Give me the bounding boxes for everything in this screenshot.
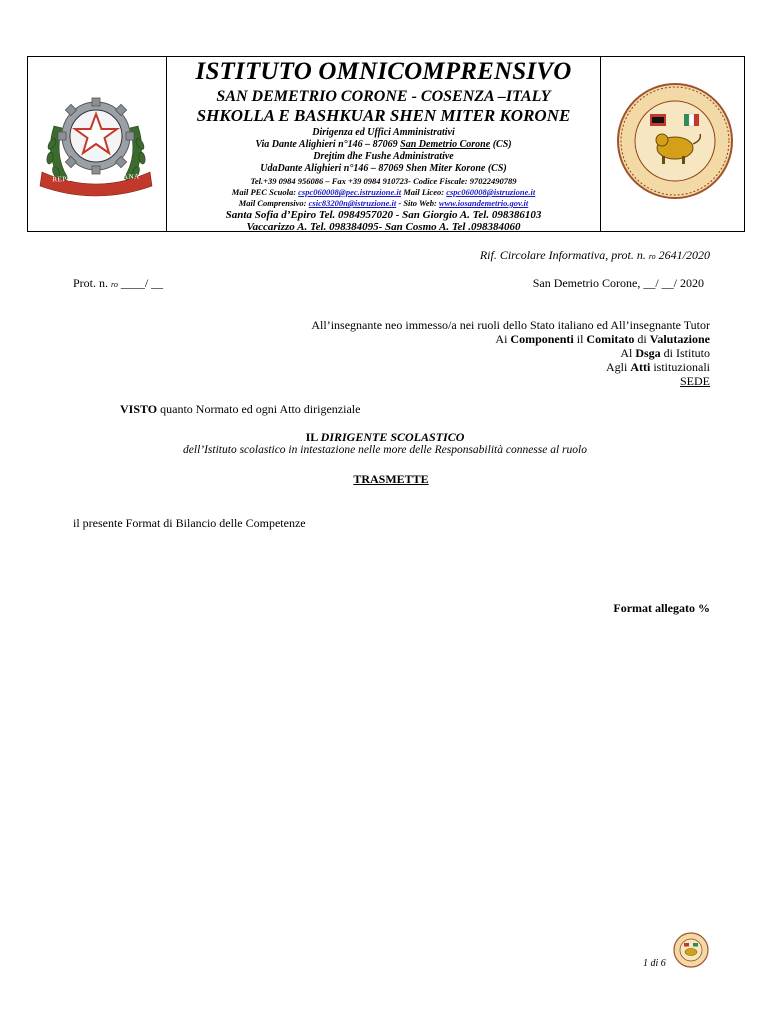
header-line-2 bbox=[167, 139, 600, 150]
institute-title: ISTITUTO OMNICOMPRENSIVO bbox=[195, 58, 572, 85]
trasmette-heading: TRASMETTE bbox=[353, 472, 429, 486]
header-line-5: Tel.+39 0984 956086 – Fax +39 0984 910723- Codice Fiscale: 97022490789 bbox=[250, 176, 517, 186]
r4-a: Agli bbox=[605, 360, 631, 374]
protocol-number bbox=[73, 276, 163, 291]
visto-bold: VISTO bbox=[120, 402, 158, 416]
r2-a: Ai bbox=[495, 332, 511, 346]
dir-il: IL bbox=[305, 430, 321, 444]
rif-ro: ro bbox=[648, 252, 656, 261]
header-line-3: Drejtim dhe Fushe Administrative bbox=[313, 151, 454, 162]
visto-clause bbox=[120, 402, 360, 417]
recipient-line-5: SEDE bbox=[680, 374, 710, 388]
school-seal-logo bbox=[616, 82, 734, 200]
r2-e: di bbox=[634, 332, 650, 346]
r2-d: Comitato bbox=[586, 332, 635, 346]
prot-ro: ro bbox=[111, 280, 118, 289]
header-line-9: Vaccarizzo A. Tel. 098384095- San Cosmo A. Tel .098384060 bbox=[246, 221, 521, 233]
recipient-line-2 bbox=[495, 332, 710, 347]
header-line-6 bbox=[167, 187, 600, 197]
prot-blank: ____/ __ bbox=[117, 276, 164, 290]
pec-email-link[interactable]: cspc060008@pec.istruzione.it bbox=[298, 187, 402, 197]
r2-c: il bbox=[573, 332, 587, 346]
pec-label: Mail PEC Scuola: bbox=[231, 187, 299, 197]
r3-b: Dsga bbox=[635, 346, 661, 360]
address-suffix: (CS) bbox=[490, 139, 512, 150]
recipient-line-1: All’insegnante neo immesso/a nei ruoli dello Stato italiano ed All’insegnante Tutor bbox=[311, 318, 710, 332]
institute-albanian-name: SHKOLLA E BASHKUAR SHEN MITER KORONE bbox=[196, 106, 571, 125]
rif-text: Rif. Circolare Informativa, prot. n. bbox=[479, 248, 649, 262]
dirigente-subheading: dell’Istituto scolastico in intestazione nelle more delle Responsabilità connesse al ruolo bbox=[183, 444, 587, 456]
header-divider-right bbox=[600, 56, 601, 232]
comprensivo-email-link[interactable]: csic83200n@istruzione.it bbox=[308, 198, 397, 208]
circular-reference bbox=[480, 248, 710, 263]
r3-c: di Istituto bbox=[660, 346, 710, 360]
comprensivo-label: Mail Comprensivo: bbox=[238, 198, 309, 208]
header-line-4: UdaDante Alighieri n°146 – 87069 Shen Miter Korone (CS) bbox=[260, 163, 507, 174]
prot-label: Prot. n. bbox=[73, 276, 112, 290]
r2-b: Componenti bbox=[510, 332, 574, 346]
italian-republic-emblem bbox=[34, 86, 158, 204]
header-line-8: Santa Sofia d’Epiro Tel. 0984957020 - San Giorgio A. Tel. 098386103 bbox=[225, 209, 542, 221]
institute-location: SAN DEMETRIO CORONE - COSENZA –ITALY bbox=[216, 88, 551, 105]
r3-a: Al bbox=[620, 346, 636, 360]
r4-c: istituzionali bbox=[650, 360, 710, 374]
website-link[interactable]: www.iosandemetrio.gov.it bbox=[438, 198, 529, 208]
address-text: Via Dante Alighieri n°146 – 87069 bbox=[255, 139, 401, 150]
dir-title: DIRIGENTE SCOLASTICO bbox=[320, 430, 465, 444]
header-line-1: Dirigenza ed Uffici Amministrativi bbox=[312, 127, 455, 138]
visto-rest: quanto Normato ed ogni Atto dirigenziale bbox=[157, 402, 361, 416]
recipient-line-4 bbox=[606, 360, 710, 375]
present-format-text: il presente Format di Bilancio delle Competenze bbox=[73, 516, 306, 530]
place-and-date: San Demetrio Corone, __/ __/ 2020 bbox=[532, 276, 704, 290]
dirigente-heading bbox=[0, 430, 770, 445]
liceo-label: Mail Liceo: bbox=[401, 187, 447, 197]
page-number: 1 di 6 bbox=[643, 958, 666, 969]
rif-number: 2641/2020 bbox=[655, 248, 710, 262]
emblem-ribbon-text: REPUBBLICA ITALIANA bbox=[52, 172, 140, 184]
website-label: - Sito Web: bbox=[396, 198, 439, 208]
town-link[interactable]: San Demetrio Corone bbox=[400, 139, 491, 150]
liceo-email-link[interactable]: cspc060008@istruzione.it bbox=[446, 187, 536, 197]
recipient-line-3 bbox=[620, 346, 710, 361]
format-attached-label: Format allegato % bbox=[613, 601, 710, 615]
r2-f: Valutazione bbox=[649, 332, 710, 346]
r4-b: Atti bbox=[630, 360, 651, 374]
footer-seal-icon bbox=[673, 932, 709, 968]
header-line-7 bbox=[167, 198, 600, 208]
